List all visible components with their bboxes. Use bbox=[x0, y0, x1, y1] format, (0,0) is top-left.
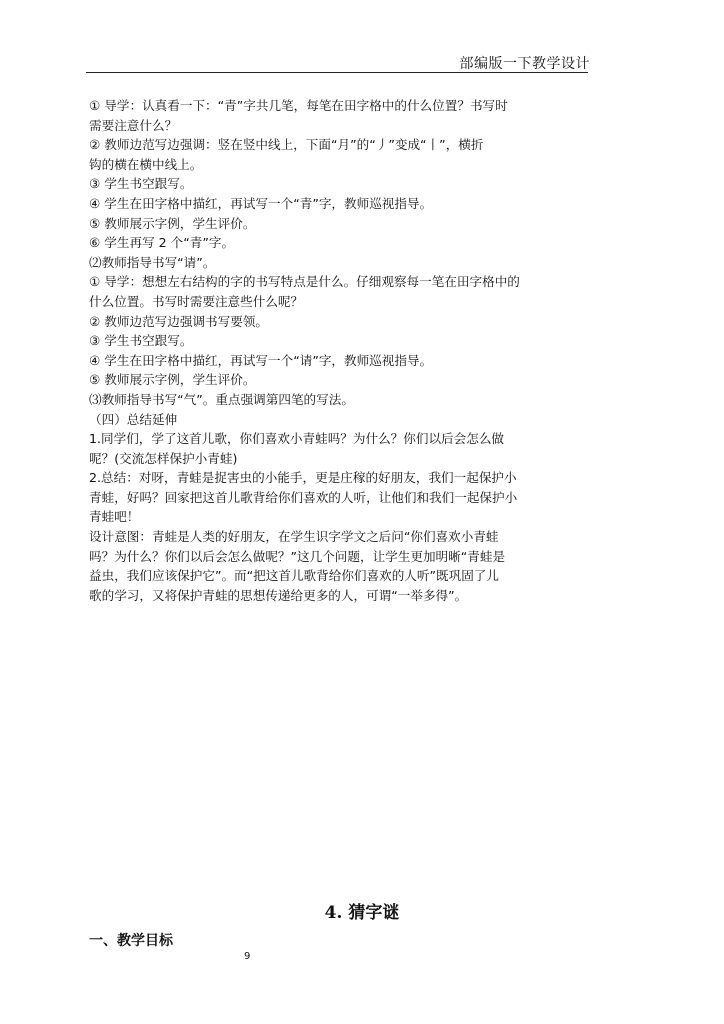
text-line: 青蛙吧！ bbox=[89, 509, 140, 525]
text-line: ④ 学生在田字格中描红，再试写一个“请”字，教师巡视指导。 bbox=[89, 352, 433, 368]
text-line: ⑤ 教师展示字例，学生评价。 bbox=[89, 372, 256, 388]
text-line: ① 导学：认真看一下：“青”字共几笔，每笔在田字格中的什么位置？书写时 bbox=[89, 98, 508, 113]
text-line: ④ 学生在田字格中描红，再试写一个“青”字，教师巡视指导。 bbox=[89, 195, 433, 211]
text-line: ① 导学：想想左右结构的字的书写特点是什么。仔细观察每一笔在田字格中的 bbox=[89, 274, 520, 290]
text-line: ② 教师边范写边强调：竖在竖中线上，下面“月”的“丿”变成“丨”，横折 bbox=[89, 137, 484, 153]
text-line: ⑶教师指导书写“气”。重点强调第四笔的写法。 bbox=[89, 391, 354, 407]
text-line: ⑵教师指导书写“请”。 bbox=[89, 254, 216, 270]
text-line: 2.总结：对呀，青蛙是捉害虫的小能手，更是庄稼的好朋友，我们一起保护小 bbox=[89, 470, 517, 486]
text-line: 1.同学们，学了这首儿歌，你们喜欢小青蛙吗？为什么？你们以后会怎么做 bbox=[89, 431, 505, 447]
header-rule bbox=[86, 72, 588, 73]
page-number: 9 bbox=[244, 951, 251, 962]
text-line: 吗？为什么？你们以后会怎么做呢？”这几个问题，让学生更加明晰“青蛙是 bbox=[89, 548, 506, 564]
text-line: ③ 学生书空跟写。 bbox=[89, 333, 193, 349]
lesson-title: 4. 猜字谜 bbox=[324, 903, 400, 923]
body-text bbox=[89, 96, 589, 605]
text-line: ② 教师边范写边强调书写要领。 bbox=[89, 313, 269, 329]
text-line: ⑥ 学生再写 2 个“青”字。 bbox=[89, 235, 235, 251]
text-line: 设计意图：青蛙是人类的好朋友，在学生识字学文之后问“你们喜欢小青蛙 bbox=[89, 529, 499, 545]
header-title: 部编版一下教学设计 bbox=[459, 56, 590, 72]
text-line: 青蛙，好吗？回家把这首儿歌背给你们喜欢的人听，让他们和我们一起保护小 bbox=[89, 489, 518, 505]
text-line: ⑤ 教师展示字例，学生评价。 bbox=[89, 215, 256, 231]
text-line: 益虫，我们应该保护它”。而“把这首儿歌背给你们喜欢的人听”既巩固了儿 bbox=[89, 568, 499, 584]
text-line: 歌的学习，又将保护青蛙的思想传递给更多的人，可谓“一举多得”。 bbox=[89, 587, 468, 603]
text-line: 钩的横在横中线上。 bbox=[89, 156, 203, 172]
section-heading: （四）总结延伸 bbox=[89, 411, 178, 427]
text-line: ③ 学生书空跟写。 bbox=[89, 176, 193, 192]
text-line: 什么位置。书写时需要注意些什么呢？ bbox=[89, 293, 304, 309]
text-line: 呢？(交流怎样保护小青蛙) bbox=[89, 450, 238, 466]
subheading: 一、教学目标 bbox=[89, 933, 173, 949]
text-line: 需要注意什么？ bbox=[89, 117, 178, 133]
